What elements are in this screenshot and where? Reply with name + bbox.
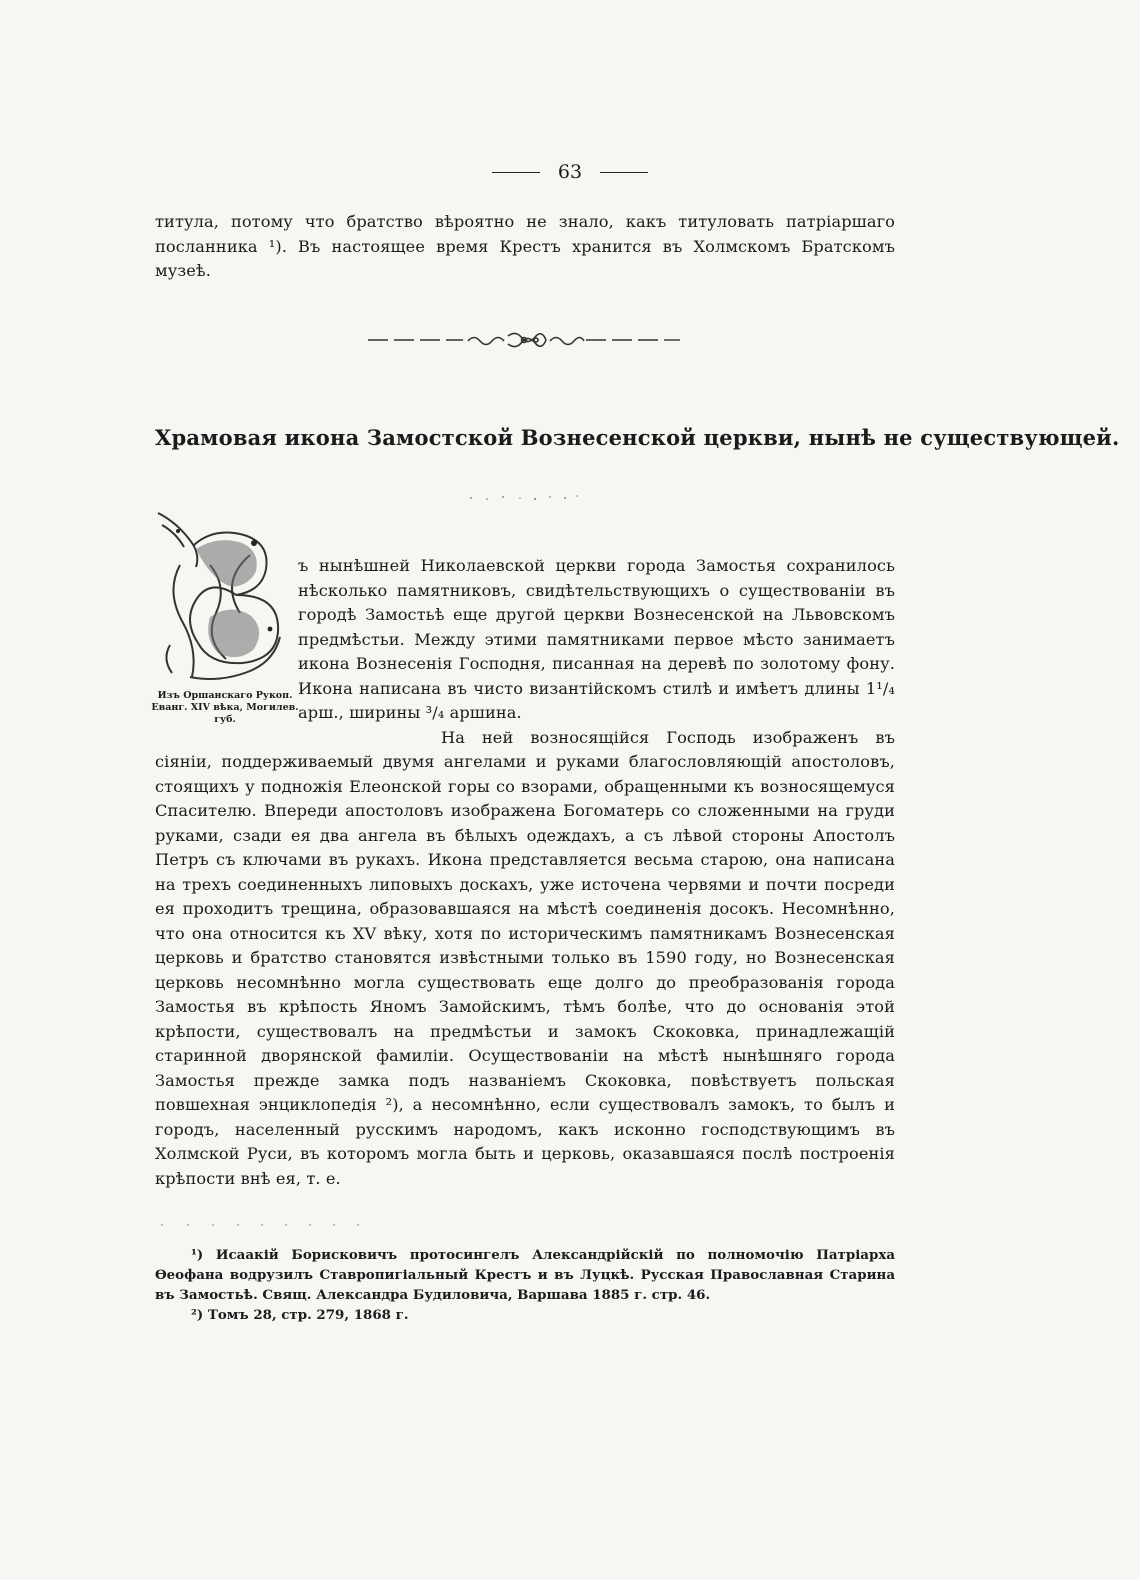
decorative-specks: [465, 492, 585, 504]
footnote-separator: [158, 1222, 368, 1228]
page-number-rule-left: [492, 172, 540, 173]
body-paragraph-1: ъ нынѣшней Николаевской церкви города Замостья сохранилось нѣсколько памятниковъ, свидѣтельствующихъ о существованіи въ городѣ Замостьѣ еще другой церкви Вознесенской на Львовскомъ предмѣстьи. Между этими памятниками первое мѣсто занимаетъ икона Вознесенія Господня, писанная на деревѣ по золотому фону. Икона написана въ чисто византійскомъ стилѣ и имѣетъ длины 1¹/₄ арш., ширины ³/₄ аршина.: [298, 556, 895, 722]
body-paragraph-2: На ней возносящійся Господь изображенъ въ сіяніи, поддерживаемый двумя ангелами и руками благословляющій апостоловъ, стоящихъ у подножія Елеонской горы со взорами, обращенными къ возносящемуся Спасителю. Впереди апостоловъ изображена Богоматерь со сложенными на груди руками, сзади ея два ангела въ бѣлыхъ одеждахъ, а съ лѣвой стороны Апостолъ Петръ съ ключами въ рукахъ. Икона представляется весьма старою, она написана на трехъ соединенныхъ липовыхъ доскахъ, уже источена червями и почти посреди ея проходитъ трещина, образовавшаяся на мѣстѣ соединенія досокъ. Несомнѣнно, что она относится къ XV вѣку, хотя по историческимъ памятникамъ Вознесенская церковь и братство становятся извѣстными только въ 1590 году, но Вознесенская церковь несомнѣнно могла существовать еще долго до преобразованія города Замостья въ крѣпость Яномъ Замойскимъ, тѣмъ болѣе, что до основанія этой крѣпости, существовалъ на предмѣстьи и замокъ Скоковка, принадлежащій старинной дворянской фамиліи. Осуществованіи на мѣстѣ нынѣшняго города Замостья прежде замка подъ названіемъ Скоковка, повѣствуетъ польская повшехная энциклопедія ²), а несомнѣнно, если существовалъ замокъ, то былъ и городъ, населенный русскимъ народомъ, какъ исконно господствующимъ въ Холмской Руси, въ которомъ могла быть и церковь, оказавшаяся послѣ построенія крѣпости внѣ ея, т. е.: [155, 727, 895, 1188]
ornamental-divider: [368, 330, 680, 350]
initial-spacer: [155, 554, 298, 726]
footnote-2: ²) Томъ 28, стр. 279, 1868 г.: [191, 1307, 409, 1323]
footnote-1: ¹) Исаакій Борисковичъ протосингелъ Александрійскій по полномочію Патріарха Ѳеофана водрузилъ Ставропигіальный Крестъ и въ Луцкѣ. Русская Православная Старина въ Замостьѣ. Свящ. Александра Будиловича, Варшава 1885 г. стр. 46.: [155, 1247, 895, 1303]
section-title: Храмовая икона Замостской Вознесенской церкви, нынѣ не существующей.: [155, 425, 1120, 450]
footnotes: [155, 1245, 895, 1325]
top-paragraph: титула, потому что братство вѣроятно не знало, какъ титуловать патріаршаго посланника ¹). Въ настоящее время Крестъ хранится въ Холмскомъ Братскомъ музеѣ.: [155, 212, 895, 280]
page-number-rule-right: [600, 172, 648, 173]
page-number: [0, 160, 1140, 183]
page-number-text: 63: [557, 161, 583, 183]
body-text: [155, 554, 895, 1191]
initial-caption: Изъ Оршанскаго Рукоп. Еванг. XIV вѣка, Могилев. губ.: [151, 690, 299, 725]
